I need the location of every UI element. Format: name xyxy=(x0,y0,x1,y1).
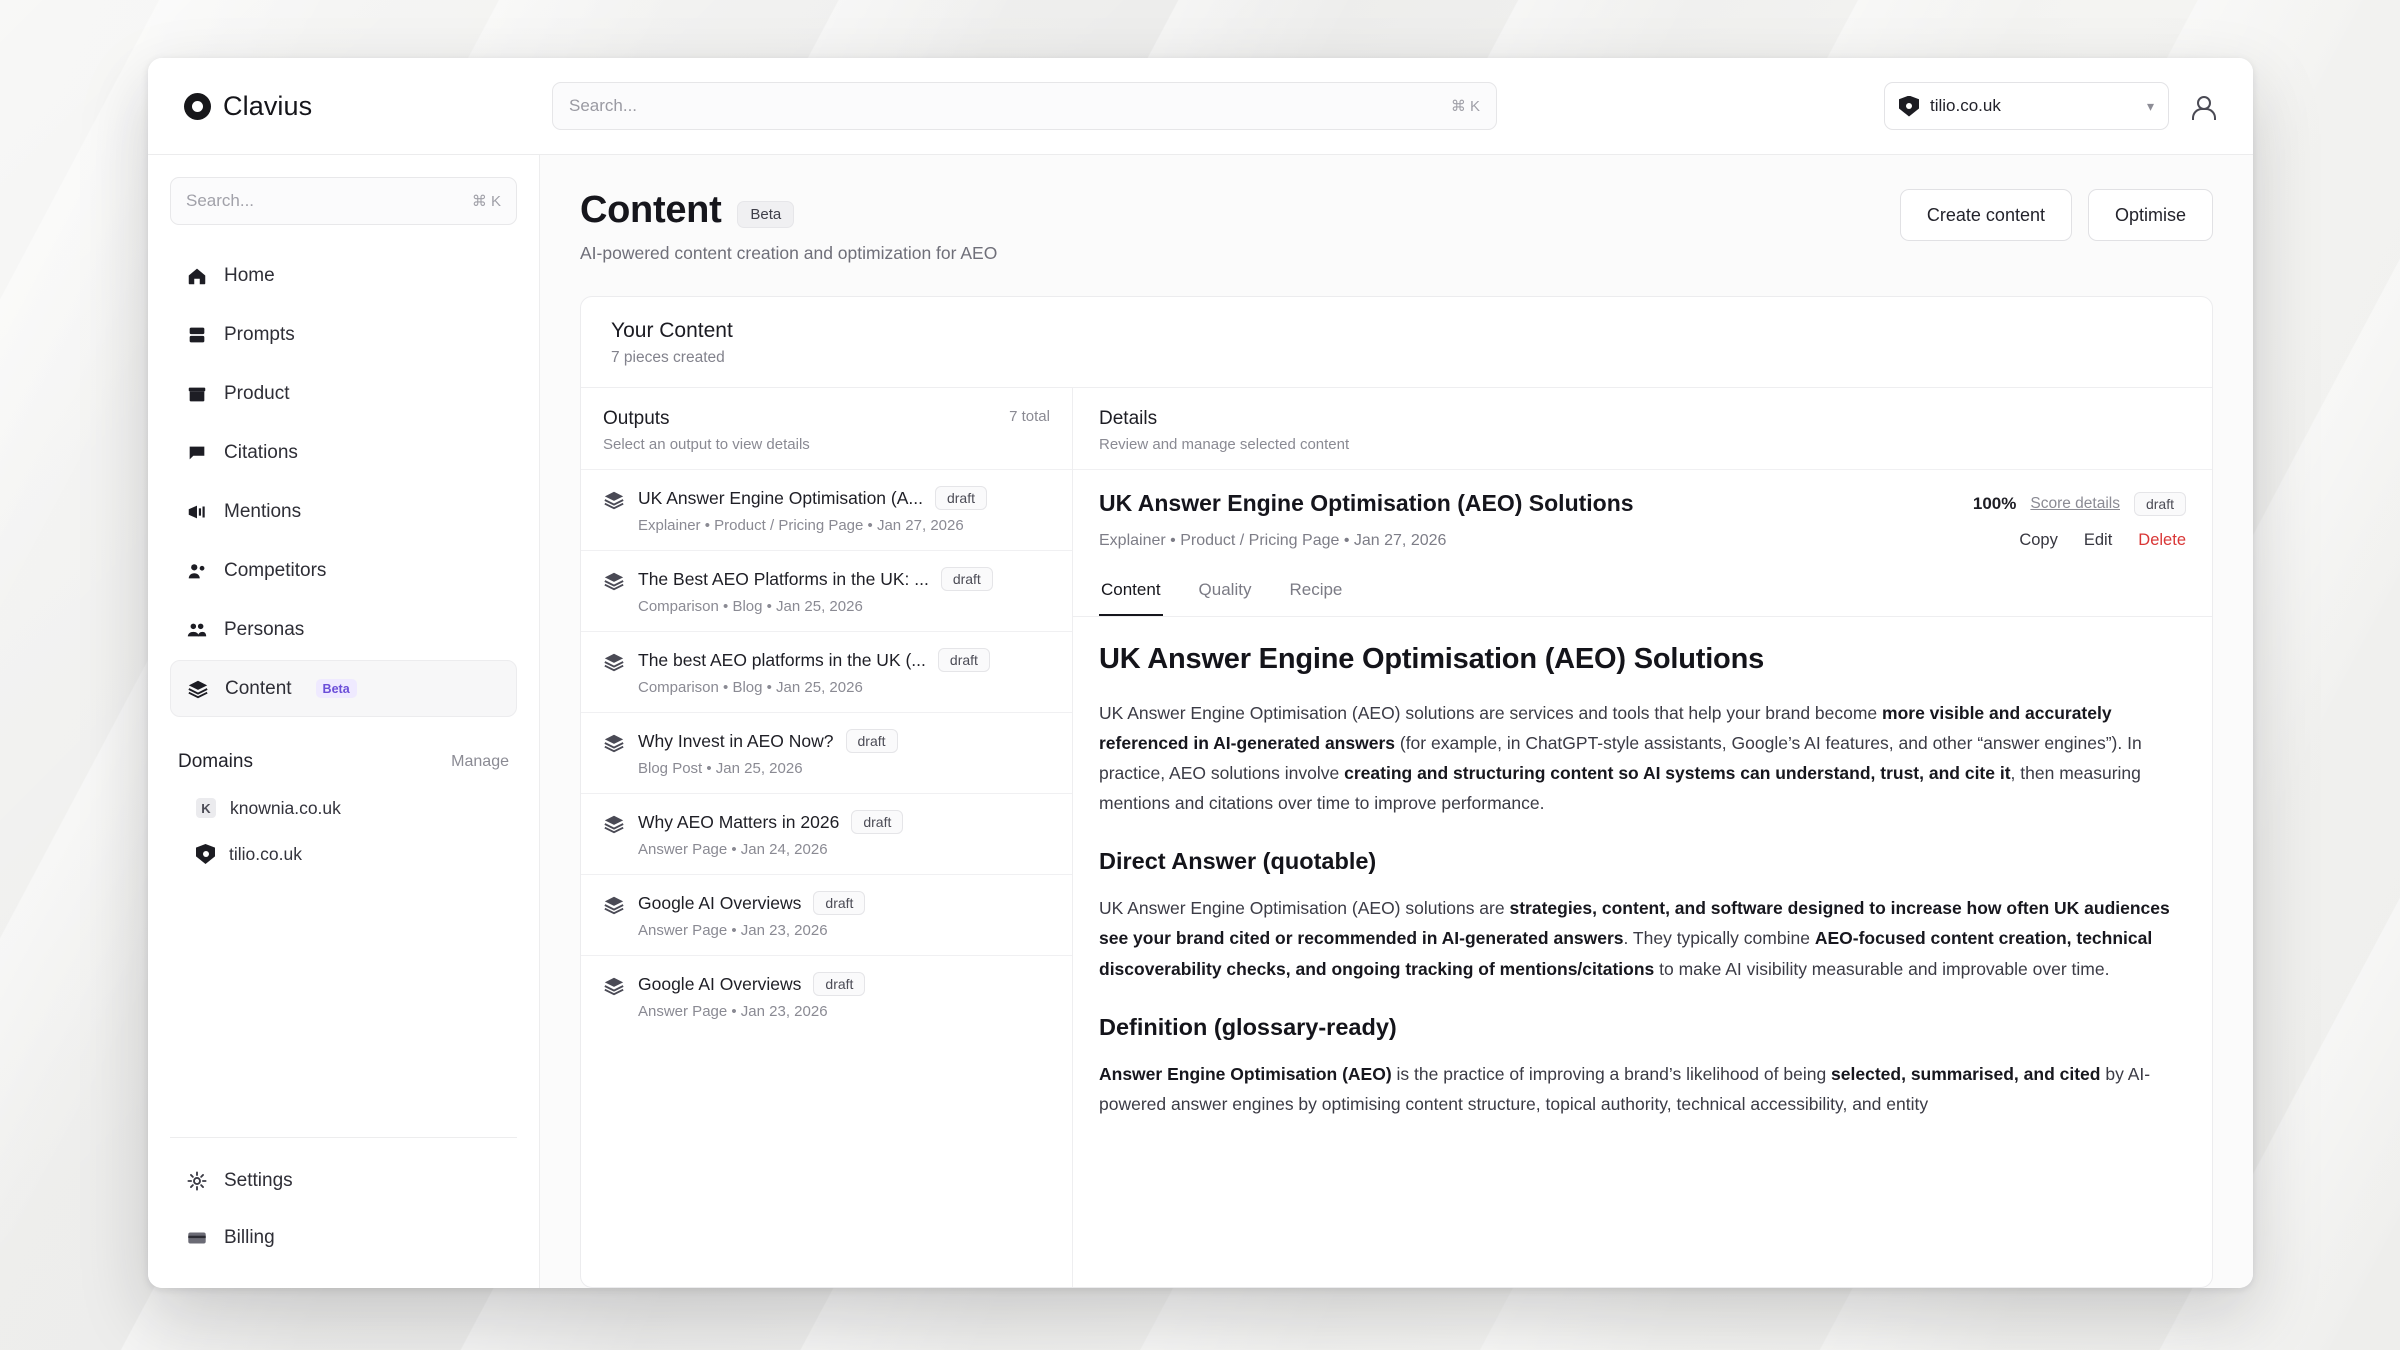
list-item-meta: Answer Page • Jan 23, 2026 xyxy=(638,922,828,939)
list-item[interactable] xyxy=(581,793,1072,874)
score-value: 100% xyxy=(1972,493,2017,513)
prompts-icon xyxy=(186,324,208,346)
account-button[interactable] xyxy=(2185,89,2219,123)
main-content xyxy=(540,155,2253,1288)
status-badge: draft xyxy=(938,648,990,672)
details-tabs xyxy=(1073,564,2212,617)
global-search[interactable] xyxy=(552,82,1497,130)
your-content-title: Your Content xyxy=(611,319,733,342)
sidebar-item-label: Home xyxy=(224,264,275,286)
global-search-input[interactable] xyxy=(569,96,1451,116)
list-item[interactable] xyxy=(581,712,1072,793)
list-item-meta: Explainer • Product / Pricing Page • Jan 27, 2026 xyxy=(638,517,964,534)
app-window xyxy=(148,58,2253,1288)
content-icon xyxy=(187,678,209,700)
text-run-bold: strategies, content, and software designed to increase how often UK audiences see your brand cited or recommended in AI-generated answers xyxy=(1099,898,2170,949)
document-heading: UK Answer Engine Optimisation (AEO) Solutions xyxy=(1099,643,1765,675)
sidebar-search-input[interactable] xyxy=(186,191,472,211)
list-item[interactable] xyxy=(581,469,1072,550)
status-badge: draft xyxy=(813,891,865,915)
body xyxy=(148,155,2253,1288)
user-icon xyxy=(2192,96,2213,117)
status-badge: draft xyxy=(851,810,903,834)
text-run-bold: creating and structuring content so AI systems can understand, trust, and cite it xyxy=(1344,763,2011,784)
search-shortcut-hint: ⌘ K xyxy=(1450,98,1480,115)
list-item[interactable] xyxy=(581,874,1072,955)
outputs-subtitle: Select an output to view details xyxy=(603,436,810,453)
your-content-header xyxy=(581,297,2212,387)
topbar-right xyxy=(1884,82,2219,130)
status-badge: draft xyxy=(941,567,993,591)
status-badge: draft xyxy=(813,972,865,996)
outputs-title: Outputs xyxy=(603,408,670,429)
list-item-title: Why Invest in AEO Now? xyxy=(638,730,834,751)
outputs-list xyxy=(581,469,1072,1036)
list-item-title: Why AEO Matters in 2026 xyxy=(638,811,840,832)
domain-item-label: tilio.co.uk xyxy=(229,843,302,864)
content-icon xyxy=(603,489,625,511)
your-content-subtitle: 7 pieces created xyxy=(611,349,725,366)
list-item-meta: Answer Page • Jan 23, 2026 xyxy=(638,1003,828,1020)
sidebar-item-citations[interactable] xyxy=(170,424,517,481)
details-title: Details xyxy=(1099,408,1158,429)
document-subheading: Direct Answer (quotable) xyxy=(1099,848,1377,875)
sidebar-item-home[interactable] xyxy=(170,247,517,304)
outputs-header xyxy=(581,388,1072,469)
content-icon xyxy=(603,651,625,673)
sidebar-item-label: Competitors xyxy=(224,559,327,581)
sidebar-item-content[interactable] xyxy=(170,660,517,717)
page-header xyxy=(580,189,2213,264)
personas-icon xyxy=(186,619,208,641)
domains-header xyxy=(178,751,509,773)
text-run: (for example, in ChatGPT-style assistants, Google’s AI features, and other “answer engines”). In practice, AEO solutions involve xyxy=(1099,733,2142,784)
tab-content[interactable]: Content xyxy=(1099,570,1163,616)
status-badge: draft xyxy=(935,486,987,510)
page-title-block xyxy=(580,189,997,264)
sidebar-item-competitors[interactable] xyxy=(170,542,517,599)
content-split xyxy=(581,387,2212,1287)
page-actions xyxy=(1900,189,2213,241)
domain-selector-value: tilio.co.uk xyxy=(1930,96,2001,115)
page-title-row xyxy=(580,189,997,232)
edit-button[interactable]: Edit xyxy=(2083,531,2113,549)
text-run-bold: selected, summarised, and cited xyxy=(1831,1063,2101,1084)
text-run: UK Answer Engine Optimisation (AEO) solutions are services and tools that help your brand become xyxy=(1099,703,1883,723)
competitors-icon xyxy=(186,560,208,582)
document-paragraph xyxy=(1099,1059,2186,1119)
details-score-area xyxy=(1973,492,2186,516)
outputs-panel xyxy=(581,388,1073,1287)
sidebar-item-label: Content xyxy=(225,677,292,699)
details-panel xyxy=(1073,388,2212,1287)
domain-item-tilio[interactable] xyxy=(170,831,517,877)
details-summary-row xyxy=(1099,490,2186,517)
sidebar-search-shortcut-hint: ⌘ K xyxy=(471,193,501,210)
document-subheading: Definition (glossary-ready) xyxy=(1099,1013,1397,1040)
sidebar-nav xyxy=(170,247,517,717)
sidebar-item-label: Product xyxy=(224,382,290,404)
details-summary xyxy=(1073,470,2212,564)
list-item-title: The best AEO platforms in the UK (... xyxy=(638,649,926,670)
list-item[interactable] xyxy=(581,631,1072,712)
sidebar-content-beta-badge: Beta xyxy=(316,679,357,698)
sidebar-item-label: Settings xyxy=(224,1169,293,1191)
document-body xyxy=(1073,617,2212,1125)
sidebar-item-personas[interactable] xyxy=(170,601,517,658)
status-badge: draft xyxy=(846,729,898,753)
copy-button[interactable]: Copy xyxy=(2019,531,2058,549)
list-item-meta: Comparison • Blog • Jan 25, 2026 xyxy=(638,679,863,696)
brand-name: Clavius xyxy=(223,90,313,121)
page-beta-badge: Beta xyxy=(737,201,794,228)
outputs-count: 7 total xyxy=(1009,408,1050,425)
mentions-icon xyxy=(186,501,208,523)
sidebar-item-prompts[interactable] xyxy=(170,306,517,363)
content-icon xyxy=(603,732,625,754)
text-run: UK Answer Engine Optimisation (AEO) solutions are xyxy=(1099,898,1510,919)
selected-content-meta: Explainer • Product / Pricing Page • Jan 27, 2026 xyxy=(1099,531,1447,549)
sidebar-footer xyxy=(170,1137,517,1288)
sidebar-item-product[interactable] xyxy=(170,365,517,422)
domains-manage-link[interactable]: Manage xyxy=(451,753,509,770)
optimise-button[interactable]: Optimise xyxy=(2088,189,2213,241)
brand-logo[interactable] xyxy=(184,91,544,122)
sidebar-item-mentions[interactable] xyxy=(170,483,517,540)
document-paragraph xyxy=(1099,698,2186,818)
your-content-card xyxy=(580,296,2213,1288)
product-icon xyxy=(186,383,208,405)
text-run-bold: more visible and accurately referenced in AI-generated answers xyxy=(1099,703,2112,754)
sidebar-item-label: Citations xyxy=(224,441,298,463)
sidebar-item-label: Personas xyxy=(224,618,305,640)
text-run: , then measuring mentions and citations over time to improve performance. xyxy=(1099,763,2141,814)
sidebar-search[interactable] xyxy=(170,177,517,225)
citations-icon xyxy=(186,442,208,464)
text-run-bold: AEO-focused content creation, technical discoverability checks, and ongoing tracking of mentions/citations xyxy=(1099,928,2153,979)
letter-k-icon: K xyxy=(196,798,216,818)
domains-title: Domains xyxy=(178,751,253,772)
list-item-title: The Best AEO Platforms in the UK: ... xyxy=(638,568,929,589)
details-meta-row xyxy=(1099,531,2186,550)
create-content-button[interactable]: Create content xyxy=(1900,189,2072,241)
page-title: Content xyxy=(580,189,722,231)
content-icon xyxy=(603,570,625,592)
text-run: by AI-powered answer engines by optimising content structure, topical authority, technical accessibility, and entity xyxy=(1099,1063,2151,1114)
score-details-link[interactable]: Score details xyxy=(2030,494,2120,512)
list-item-meta: Answer Page • Jan 24, 2026 xyxy=(638,841,828,858)
sidebar xyxy=(148,155,540,1288)
domain-selector[interactable] xyxy=(1884,82,2169,130)
sidebar-item-label: Billing xyxy=(224,1226,275,1248)
sidebar-item-label: Mentions xyxy=(224,500,302,522)
list-item[interactable] xyxy=(581,550,1072,631)
details-subtitle: Review and manage selected content xyxy=(1099,436,1350,453)
tab-quality[interactable]: Quality xyxy=(1198,580,1252,599)
details-actions xyxy=(2019,531,2186,550)
content-icon xyxy=(603,813,625,835)
card-icon xyxy=(186,1227,208,1249)
home-icon xyxy=(186,265,208,287)
details-header xyxy=(1073,388,2212,470)
document-paragraph xyxy=(1099,893,2186,983)
content-icon xyxy=(603,894,625,916)
content-icon xyxy=(603,975,625,997)
list-item-meta: Blog Post • Jan 25, 2026 xyxy=(638,760,803,777)
list-item-title: Google AI Overviews xyxy=(638,892,802,913)
chevron-down-icon: ▾ xyxy=(2146,97,2154,114)
clavius-logo-icon xyxy=(184,93,211,120)
domain-item-knownia[interactable] xyxy=(170,785,517,831)
shield-icon xyxy=(1899,96,1919,117)
list-item-meta: Comparison • Blog • Jan 25, 2026 xyxy=(638,598,863,615)
delete-button[interactable]: Delete xyxy=(2138,531,2186,549)
text-run-bold: Answer Engine Optimisation (AEO) xyxy=(1099,1063,1392,1084)
text-run: . They typically combine xyxy=(1623,928,1815,949)
text-run: is the practice of improving a brand’s likelihood of being xyxy=(1391,1063,1832,1084)
page-subtitle: AI-powered content creation and optimization for AEO xyxy=(580,243,998,263)
gear-icon xyxy=(186,1170,208,1192)
text-run: to make AI visibility measurable and improvable over time. xyxy=(1654,958,2110,979)
list-item-title: UK Answer Engine Optimisation (A... xyxy=(638,487,923,508)
list-item-title: Google AI Overviews xyxy=(638,973,802,994)
list-item[interactable] xyxy=(581,955,1072,1036)
domain-item-label: knownia.co.uk xyxy=(230,797,341,818)
status-badge: draft xyxy=(2134,492,2186,516)
top-bar xyxy=(148,58,2253,155)
shield-icon xyxy=(196,844,215,864)
selected-content-title: UK Answer Engine Optimisation (AEO) Solutions xyxy=(1099,490,1634,516)
tab-recipe[interactable]: Recipe xyxy=(1289,580,1343,599)
sidebar-item-billing[interactable] xyxy=(170,1209,517,1266)
sidebar-item-settings[interactable] xyxy=(170,1152,517,1209)
sidebar-item-label: Prompts xyxy=(224,323,295,345)
